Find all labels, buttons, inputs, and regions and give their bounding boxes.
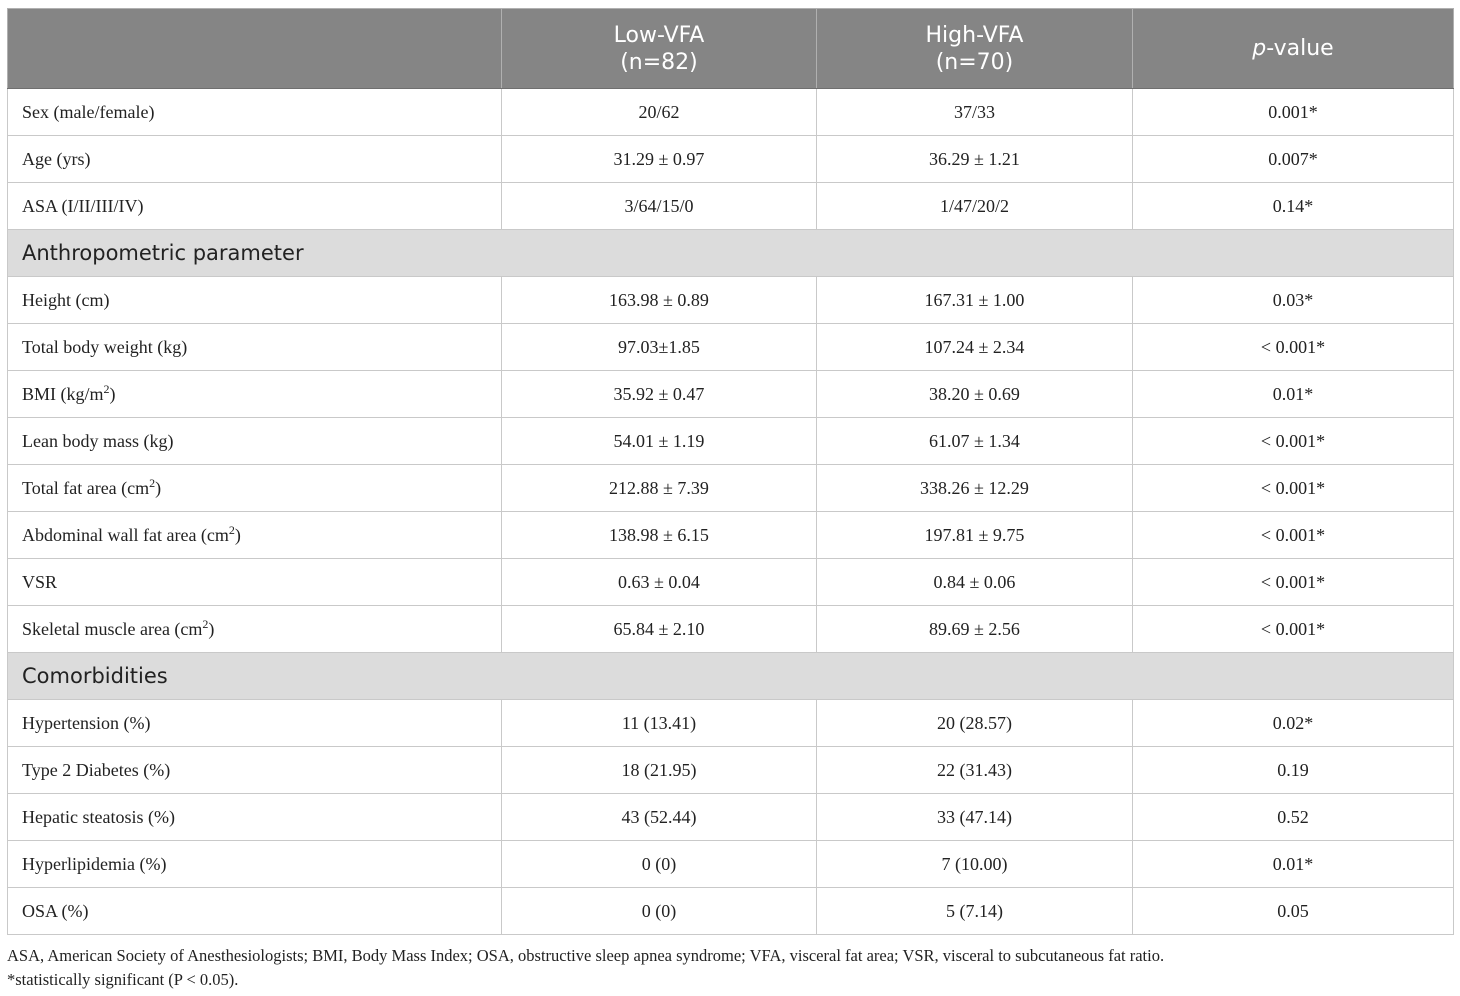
p-value-cell: 0.001* <box>1133 89 1454 136</box>
row-label <box>8 136 502 183</box>
row-label-text: OSA (%) <box>22 900 89 921</box>
header-row <box>8 9 1454 89</box>
table-row <box>8 794 1454 841</box>
p-value-cell: < 0.001* <box>1133 512 1454 559</box>
row-label-text: Total body weight (kg) <box>22 336 188 357</box>
table-row <box>8 888 1454 935</box>
section-row <box>8 230 1454 277</box>
low-vfa-cell: 35.92 ± 0.47 <box>502 371 817 418</box>
row-label-text: Abdominal wall fat area (cm <box>22 524 229 545</box>
p-value-cell: < 0.001* <box>1133 559 1454 606</box>
p-value-cell: < 0.001* <box>1133 606 1454 653</box>
table-row <box>8 700 1454 747</box>
unit-superscript: 2 <box>149 475 156 490</box>
low-vfa-cell: 0.63 ± 0.04 <box>502 559 817 606</box>
row-label-text: Age (yrs) <box>22 148 91 169</box>
footnote-significance: *statistically significant (P < 0.05). <box>7 970 239 989</box>
low-vfa-cell: 54.01 ± 1.19 <box>502 418 817 465</box>
unit-superscript: 2 <box>228 522 235 537</box>
table-row <box>8 136 1454 183</box>
p-value-cell: < 0.001* <box>1133 324 1454 371</box>
row-label-text: Lean body mass (kg) <box>22 430 174 451</box>
unit-superscript: 2 <box>103 381 110 396</box>
table-row <box>8 418 1454 465</box>
low-vfa-cell: 0 (0) <box>502 841 817 888</box>
high-vfa-cell: 33 (47.14) <box>817 794 1133 841</box>
low-vfa-cell: 65.84 ± 2.10 <box>502 606 817 653</box>
table-row <box>8 606 1454 653</box>
row-label-text: Hepatic steatosis (%) <box>22 806 175 827</box>
row-label <box>8 747 502 794</box>
p-value-cell: 0.05 <box>1133 888 1454 935</box>
header-p-rest: -value <box>1266 36 1334 61</box>
table-row <box>8 371 1454 418</box>
row-label <box>8 794 502 841</box>
header-high-vfa-name: High-VFA <box>925 22 1024 48</box>
high-vfa-cell: 37/33 <box>817 89 1133 136</box>
row-label <box>8 465 502 512</box>
row-label-text: VSR <box>22 571 58 592</box>
high-vfa-cell: 197.81 ± 9.75 <box>817 512 1133 559</box>
low-vfa-cell: 18 (21.95) <box>502 747 817 794</box>
row-label <box>8 324 502 371</box>
table-body <box>8 89 1454 935</box>
row-label <box>8 700 502 747</box>
high-vfa-cell: 61.07 ± 1.34 <box>817 418 1133 465</box>
header-low-vfa-n: (n=82) <box>620 49 698 75</box>
header-p-italic: p <box>1252 36 1267 61</box>
section-row <box>8 653 1454 700</box>
header-p-value <box>1133 9 1454 89</box>
p-value-cell: 0.52 <box>1133 794 1454 841</box>
row-label <box>8 888 502 935</box>
row-label <box>8 277 502 324</box>
p-value-cell: < 0.001* <box>1133 465 1454 512</box>
row-label-end: ) <box>155 477 162 498</box>
table-row <box>8 559 1454 606</box>
low-vfa-cell: 212.88 ± 7.39 <box>502 465 817 512</box>
row-label <box>8 371 502 418</box>
low-vfa-cell: 11 (13.41) <box>502 700 817 747</box>
p-value-cell: 0.03* <box>1133 277 1454 324</box>
low-vfa-cell: 43 (52.44) <box>502 794 817 841</box>
high-vfa-cell: 22 (31.43) <box>817 747 1133 794</box>
p-value-cell: 0.01* <box>1133 371 1454 418</box>
high-vfa-cell: 7 (10.00) <box>817 841 1133 888</box>
row-label-text: BMI (kg/m <box>22 383 104 404</box>
row-label-text: Type 2 Diabetes (%) <box>22 759 171 780</box>
high-vfa-cell: 1/47/20/2 <box>817 183 1133 230</box>
row-label-end: ) <box>208 618 215 639</box>
row-label-text: Sex (male/female) <box>22 101 155 122</box>
row-label <box>8 841 502 888</box>
table-header <box>8 9 1454 89</box>
low-vfa-cell: 31.29 ± 0.97 <box>502 136 817 183</box>
row-label-text: Skeletal muscle area (cm <box>22 618 203 639</box>
p-value-cell: 0.01* <box>1133 841 1454 888</box>
header-empty-cell <box>8 9 502 89</box>
row-label <box>8 512 502 559</box>
low-vfa-cell: 20/62 <box>502 89 817 136</box>
high-vfa-cell: 338.26 ± 12.29 <box>817 465 1133 512</box>
row-label-text: Hyperlipidemia (%) <box>22 853 167 874</box>
row-label <box>8 418 502 465</box>
table-row <box>8 512 1454 559</box>
low-vfa-cell: 97.03±1.85 <box>502 324 817 371</box>
high-vfa-cell: 20 (28.57) <box>817 700 1133 747</box>
low-vfa-cell: 3/64/15/0 <box>502 183 817 230</box>
p-value-cell: < 0.001* <box>1133 418 1454 465</box>
low-vfa-cell: 163.98 ± 0.89 <box>502 277 817 324</box>
table-row <box>8 277 1454 324</box>
table-row <box>8 183 1454 230</box>
table-row <box>8 465 1454 512</box>
table-row <box>8 747 1454 794</box>
p-value-cell: 0.007* <box>1133 136 1454 183</box>
row-label-end: ) <box>109 383 116 404</box>
table-footnote <box>7 944 1453 992</box>
row-label-text: ASA (I/II/III/IV) <box>22 195 144 216</box>
row-label <box>8 606 502 653</box>
table-row <box>8 89 1454 136</box>
high-vfa-cell: 0.84 ± 0.06 <box>817 559 1133 606</box>
p-value-cell: 0.14* <box>1133 183 1454 230</box>
footnote-abbreviations: ASA, American Society of Anesthesiologists; BMI, Body Mass Index; OSA, obstructive sleep apnea syndrome; VFA, visceral fat area; VSR, visceral to subcutaneous fat ratio. <box>7 946 1165 965</box>
header-high-vfa-n: (n=70) <box>935 49 1014 75</box>
row-label-end: ) <box>234 524 241 545</box>
table-row <box>8 324 1454 371</box>
characteristics-table <box>7 8 1454 935</box>
section-heading: Anthropometric parameter <box>8 230 1454 277</box>
p-value-cell: 0.02* <box>1133 700 1454 747</box>
row-label <box>8 89 502 136</box>
high-vfa-cell: 167.31 ± 1.00 <box>817 277 1133 324</box>
high-vfa-cell: 107.24 ± 2.34 <box>817 324 1133 371</box>
row-label <box>8 559 502 606</box>
row-label-text: Hypertension (%) <box>22 712 151 733</box>
row-label-text: Height (cm) <box>22 289 110 310</box>
low-vfa-cell: 0 (0) <box>502 888 817 935</box>
high-vfa-cell: 36.29 ± 1.21 <box>817 136 1133 183</box>
header-low-vfa-name: Low-VFA <box>613 22 705 48</box>
header-low-vfa <box>502 9 817 89</box>
low-vfa-cell: 138.98 ± 6.15 <box>502 512 817 559</box>
header-high-vfa <box>817 9 1133 89</box>
row-label-text: Total fat area (cm <box>22 477 150 498</box>
high-vfa-cell: 5 (7.14) <box>817 888 1133 935</box>
unit-superscript: 2 <box>202 616 209 631</box>
p-value-cell: 0.19 <box>1133 747 1454 794</box>
high-vfa-cell: 38.20 ± 0.69 <box>817 371 1133 418</box>
high-vfa-cell: 89.69 ± 2.56 <box>817 606 1133 653</box>
table-row <box>8 841 1454 888</box>
section-heading: Comorbidities <box>8 653 1454 700</box>
row-label <box>8 183 502 230</box>
